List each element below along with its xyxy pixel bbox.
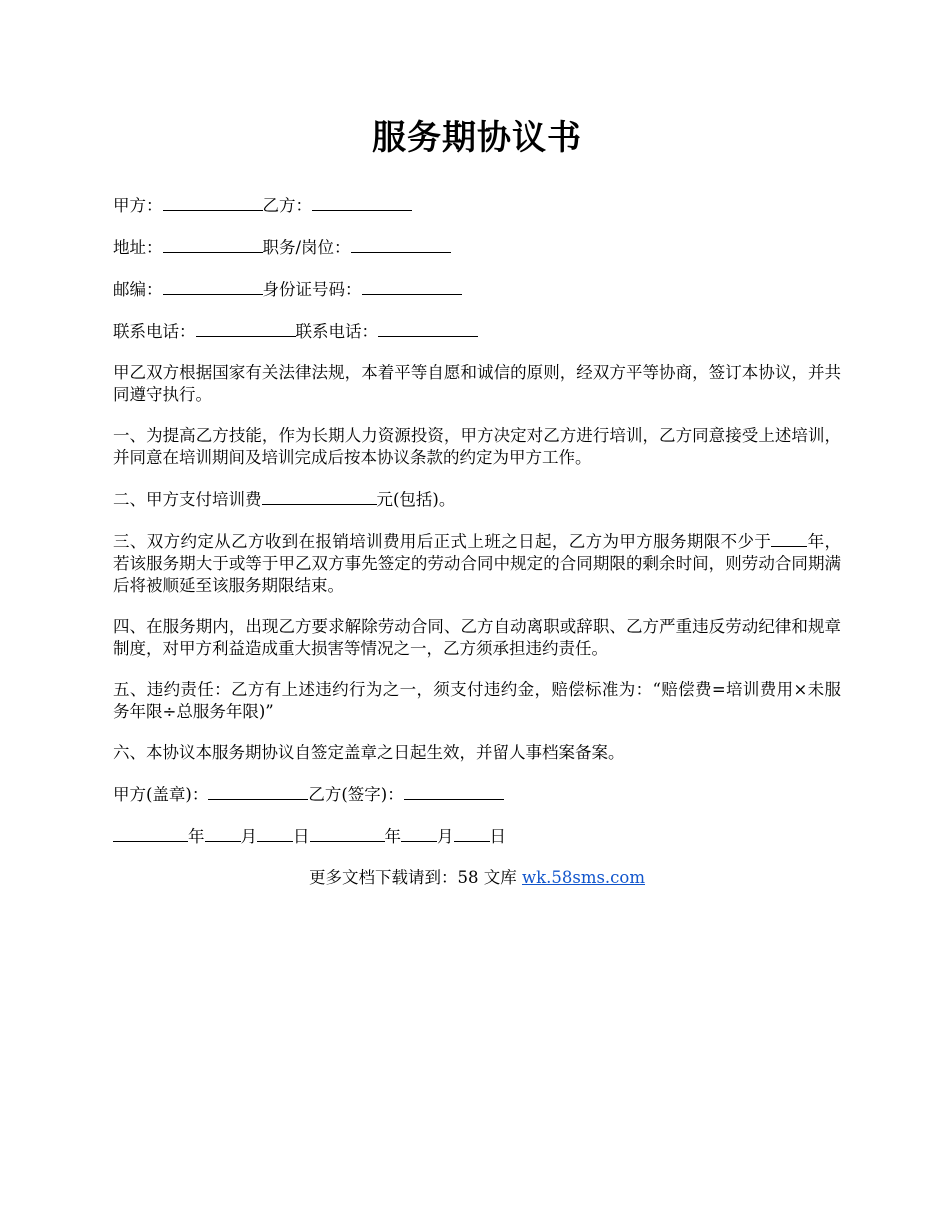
address-line [113, 236, 841, 259]
day-b-blank [454, 825, 490, 842]
clause-3-prefix: 三、双方约定从乙方收到在报销培训费用后正式上班之日起，乙方为甲方服务期限不少于 [113, 532, 772, 551]
party-a-blank [163, 194, 263, 211]
clause-3-suffix: 年，若该服务期大于或等于甲乙双方事先签定的劳动合同中规定的合同期限的剩余时间，则劳动合同期满后将被顺延至该服务期限结束。 [113, 532, 842, 595]
party-b-label: 乙方： [262, 196, 312, 215]
month-a-label: 月 [240, 827, 257, 846]
month-a-blank [205, 825, 241, 842]
phone-b-blank [378, 320, 478, 337]
training-fee-blank [262, 488, 377, 505]
year-a-blank [113, 825, 188, 842]
address-blank [163, 236, 263, 253]
signature-line [113, 783, 841, 806]
day-a-label: 日 [293, 827, 310, 846]
phone-b-label: 联系电话： [295, 322, 378, 341]
footer-text: 更多文档下载请到：58 文库 [308, 868, 522, 887]
party-b-blank [312, 194, 412, 211]
address-label: 地址： [113, 238, 163, 257]
position-blank [351, 236, 451, 253]
date-line [113, 825, 841, 848]
party-a-label: 甲方： [113, 196, 163, 215]
party-b-sign-blank [404, 783, 504, 800]
postcode-blank [163, 278, 263, 295]
postcode-label: 邮编： [113, 280, 163, 299]
intro-paragraph: 甲乙双方根据国家有关法律法规，本着平等自愿和诚信的原则，经双方平等协商，签订本协议，并共同遵守执行。 [113, 363, 841, 404]
clause-3 [113, 530, 841, 597]
party-a-seal-label: 甲方(盖章)： [113, 785, 209, 804]
month-b-label: 月 [437, 827, 454, 846]
year-b-label: 年 [384, 827, 401, 846]
clause-2-suffix: 元(包括)。 [376, 490, 456, 509]
party-a-seal-blank [208, 783, 308, 800]
phone-a-blank [196, 320, 296, 337]
day-b-label: 日 [489, 827, 506, 846]
party-b-sign-label: 乙方(签字)： [308, 785, 404, 804]
day-a-blank [257, 825, 293, 842]
year-a-label: 年 [188, 827, 205, 846]
footer-link[interactable]: wk.58sms.com [521, 868, 645, 887]
id-number-blank [362, 278, 462, 295]
postcode-line [113, 278, 841, 301]
party-line [113, 194, 841, 217]
position-label: 职务/岗位： [262, 238, 351, 257]
phone-a-label: 联系电话： [113, 322, 196, 341]
phone-line [113, 320, 841, 343]
clause-5: 五、违约责任：乙方有上述违约行为之一，须支付违约金，赔偿标准为：“赔偿费=培训费用×未服务年限÷总服务年限)” [113, 680, 841, 721]
id-number-label: 身份证号码： [262, 280, 362, 299]
clause-4: 四、在服务期内，出现乙方要求解除劳动合同、乙方自动离职或辞职、乙方严重违反劳动纪律和规章制度，对甲方利益造成重大损害等情况之一，乙方须承担违约责任。 [113, 617, 841, 658]
clause-1: 一、为提高乙方技能，作为长期人力资源投资，甲方决定对乙方进行培训，乙方同意接受上述培训，并同意在培训期间及培训完成后按本协议条款的约定为甲方工作。 [113, 426, 841, 467]
month-b-blank [401, 825, 437, 842]
document-page [113, 110, 841, 889]
service-years-blank [771, 530, 807, 547]
document-title: 服务期协议书 [372, 118, 582, 158]
clause-6: 六、本协议本服务期协议自签定盖章之日起生效，并留人事档案备案。 [113, 743, 625, 762]
clause-2 [113, 488, 841, 511]
year-b-blank [310, 825, 385, 842]
footer [113, 867, 841, 889]
clause-2-prefix: 二、甲方支付培训费 [113, 490, 262, 509]
